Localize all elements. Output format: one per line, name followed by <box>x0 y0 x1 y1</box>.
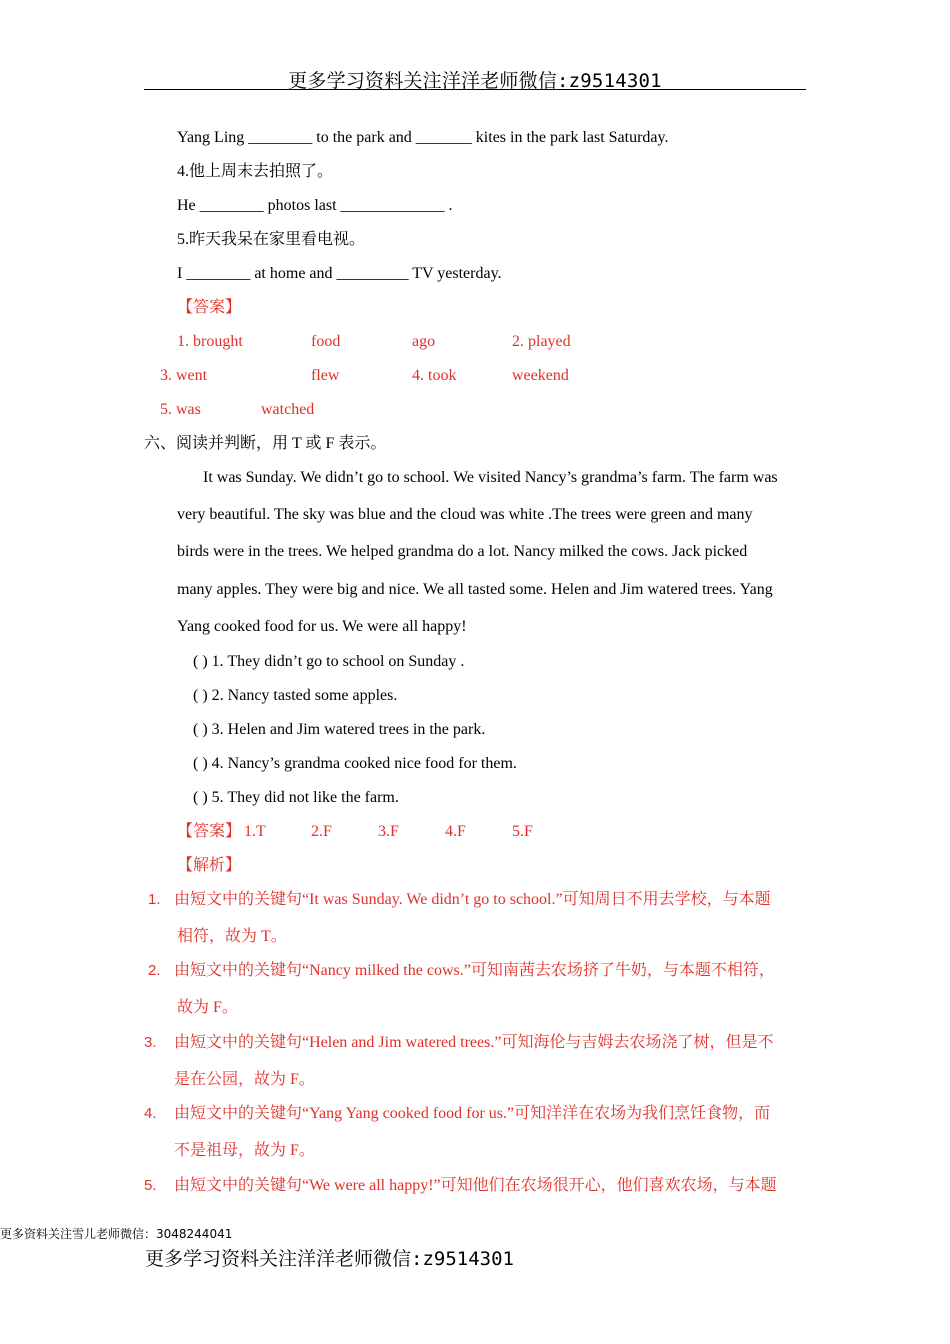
header-divider <box>144 89 806 90</box>
page-header: 更多学习资料关注洋洋老师微信:z9514301 <box>288 70 662 92</box>
passage-line: very beautiful. The sky was blue and the cloud was white .The trees were green and many <box>177 506 753 523</box>
answer-item: weekend <box>512 367 569 384</box>
answer-item: 3. went <box>160 367 208 384</box>
judgement-item: ( ) 5. They did not like the farm. <box>193 789 399 806</box>
analysis-label: 【解析】 <box>177 857 242 874</box>
judgement-item: ( ) 4. Nancy’s grandma cooked nice food for them. <box>193 755 517 772</box>
analysis-number: 4. <box>144 1105 157 1122</box>
passage-line: many apples. They were big and nice. We all tasted some. Helen and Jim watered trees. Yang <box>177 581 773 598</box>
analysis-text: 由短文中的关键句“We were all happy!”可知他们在农场很开心，他们喜欢农场，与本题 <box>174 1177 777 1194</box>
analysis-text: 由短文中的关键句“Nancy milked the cows.”可知南茜去农场挤了牛奶，与本题不相符， <box>174 962 775 979</box>
analysis-number: 5. <box>144 1177 157 1194</box>
page-footer: 更多学习资料关注洋洋老师微信:z9514301 <box>145 1248 514 1270</box>
footer-note: 更多资料关注雪儿老师微信：3048244041 <box>0 1227 233 1241</box>
judgement-answer: 2.F <box>311 823 332 840</box>
analysis-number: 1. <box>148 891 161 908</box>
analysis-text: 不是祖母，故为 F。 <box>174 1142 315 1159</box>
analysis-text: 由短文中的关键句“It was Sunday. We didn’t go to school.”可知周日不用去学校，与本题 <box>174 891 771 908</box>
analysis-text: 由短文中的关键句“Helen and Jim watered trees.”可知海伦与吉姆去农场浇了树，但是不 <box>174 1034 774 1051</box>
fill-blank-line-3: Yang Ling ________ to the park and _______ kites in the park last Saturday. <box>177 129 669 146</box>
question-5-chinese: 5.昨天我呆在家里看电视。 <box>177 231 366 248</box>
analysis-text: 由短文中的关键句“Yang Yang cooked food for us.”可知洋洋在农场为我们烹饪食物，而 <box>174 1105 771 1122</box>
answer-item: food <box>311 333 341 350</box>
answer-item: flew <box>311 367 340 384</box>
analysis-text: 是在公园，故为 F。 <box>174 1071 315 1088</box>
fill-blank-line-5: I ________ at home and _________ TV yesterday. <box>177 265 502 282</box>
analysis-number: 3. <box>144 1034 157 1051</box>
answer-item: 1. brought <box>177 333 243 350</box>
passage-line: It was Sunday. We didn’t go to school. We visited Nancy’s grandma’s farm. The farm was <box>203 469 778 486</box>
passage-line: birds were in the trees. We helped grandma do a lot. Nancy milked the cows. Jack picked <box>177 543 748 560</box>
answer-item: 4. took <box>412 367 457 384</box>
judgement-answer: 4.F <box>445 823 466 840</box>
judgement-item: ( ) 3. Helen and Jim watered trees in the park. <box>193 721 486 738</box>
judgement-answer: 5.F <box>512 823 533 840</box>
answer-item: ago <box>412 333 436 350</box>
judgement-item: ( ) 1. They didn’t go to school on Sunday . <box>193 653 465 670</box>
question-4-chinese: 4.他上周末去拍照了。 <box>177 163 334 180</box>
judgement-answer: 3.F <box>378 823 399 840</box>
answer-item: 2. played <box>512 333 571 350</box>
judgement-answer: 1.T <box>244 823 266 840</box>
analysis-number: 2. <box>148 962 161 979</box>
answer-item: watched <box>261 401 315 418</box>
passage-line: Yang cooked food for us. We were all happy! <box>177 618 467 635</box>
answer-item: 5. was <box>160 401 201 418</box>
judgement-item: ( ) 2. Nancy tasted some apples. <box>193 687 398 704</box>
answer-label: 【答案】 <box>177 299 242 316</box>
section-6-title: 六、阅读并判断，用 T 或 F 表示。 <box>144 435 387 452</box>
analysis-text: 相符，故为 T。 <box>177 928 287 945</box>
answer-label: 【答案】 <box>177 823 242 840</box>
analysis-text: 故为 F。 <box>177 999 238 1016</box>
fill-blank-line-4: He ________ photos last _____________ . <box>177 197 453 214</box>
